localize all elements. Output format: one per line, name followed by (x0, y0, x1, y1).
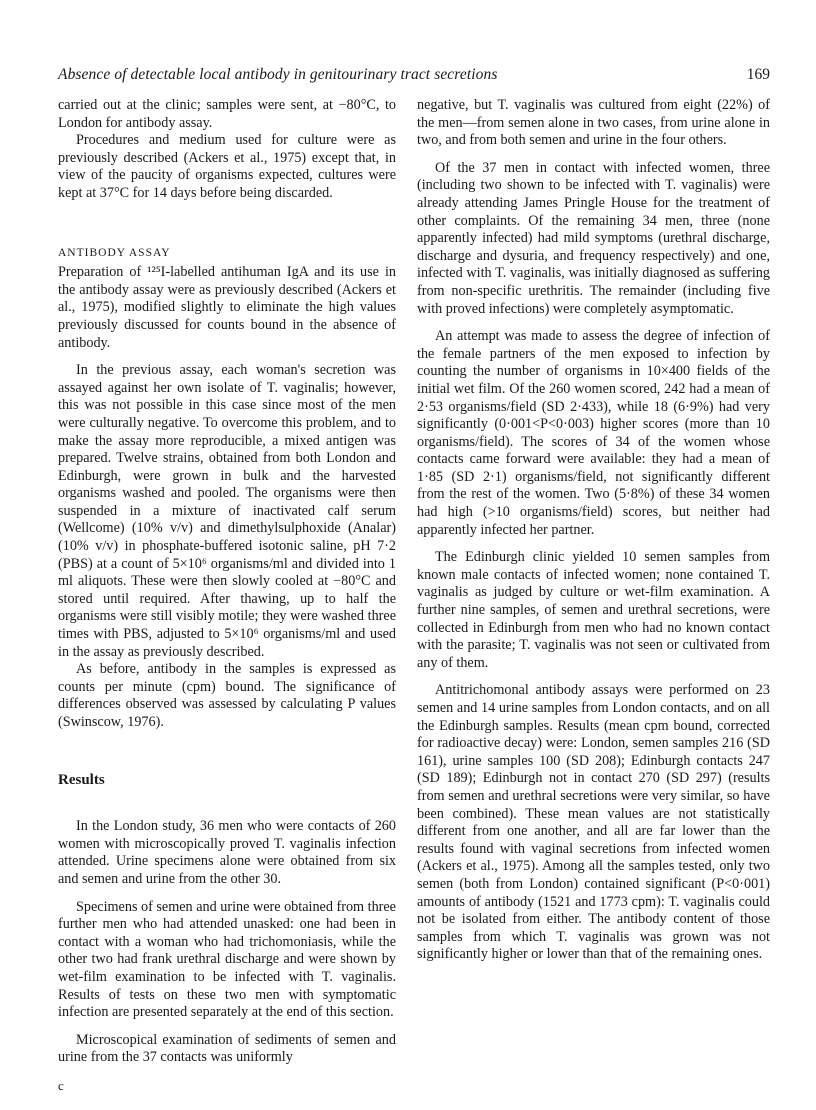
paragraph: Microscopical examination of sediments of semen and urine from the 37 contacts was uniformly (58, 1031, 396, 1066)
paragraph: Procedures and medium used for culture were as previously described (Ackers et al., 1975) except that, in view of the paucity of organisms expected, cultures were kept at 37°C for 14 days before being discarded. (58, 132, 396, 201)
paragraph: negative, but T. vaginalis was cultured from eight (22%) of the men—from semen alone in two cases, from urine alone in two, and from both semen and urine in the four others. (417, 97, 770, 149)
paragraph: carried out at the clinic; samples were sent, at −80°C, to London for antibody assay. (58, 97, 396, 131)
running-title: Absence of detectable local antibody in genitourinary tract secretions (58, 66, 498, 83)
paragraph: Preparation of ¹²⁵I-labelled antihuman IgA and its use in the antibody assay were as previously described (Ackers et al., 1975), modified slightly to eliminate the high values previously discussed for counts bound in the absence of antibody. (58, 264, 396, 351)
paragraph: Specimens of semen and urine were obtained from three further men who had attended unasked: one had been in contact with a woman who had trichomoniasis, while the other two had frank urethral discharge and were shown by wet-film examination to be infected with T. vaginalis. Results of tests on these two men with symptomatic infection are presented separately at the end of this section. (58, 898, 396, 1021)
paragraph: The Edinburgh clinic yielded 10 semen samples from known male contacts of infected women; none contained T. vaginalis as judged by culture or wet-film examination. A further nine samples, of semen and urethral secretions, were collected in Edinburgh from men who had no known contact with the parasite; T. vaginalis was not seen or cultivated from any of them. (417, 549, 770, 671)
paragraph: An attempt was made to assess the degree of infection of the female partners of the men exposed to infection by counting the number of organisms in 10×400 fields of the initial wet film. Of the 260 women scored, 242 had a mean of 2·53 organisms/field (SD 2·433), while 18 (6·9%) had very significantly (0·001<P<0·003) higher scores (more than 10 organisms/field). The scores of 34 of the women whose contacts came forward were available: they had a mean of 1·85 (SD 2·1) organisms/field, not significantly different from the rest of the women. Two (5·8%) of these 34 women had high (>10 organisms/field) scores, but neither had apparently infected her partner. (417, 328, 770, 538)
page-number: 169 (746, 66, 770, 83)
paragraph: Of the 37 men in contact with infected women, three (including two shown to be infected with T. vaginalis) were already attending James Pringle House for the treatment of other complaints. Of the remaining 34 men, three (none apparently infected) had mild symptoms (urethral discharge, discharge and dysuria, and frequency respectively) and one, infected with T. vaginalis, was initially diagnosed as suffering from non-specific urethritis. The remainder (including five with proved infections) were completely asymptomatic. (417, 159, 770, 317)
paragraph: Antitrichomonal antibody assays were performed on 23 semen and 14 urine samples from London contacts, and on all the Edinburgh samples. Results (mean cpm bound, corrected for radioactive decay) were: London, semen samples 216 (SD 161), urine samples 100 (SD 208); Edinburgh contacts 247 (SD 189); Edinburgh not in contact 270 (SD 297) (results from semen and urethral secretions were very similar, so have been combined). These mean values are not statistically different from one another, and all are far lower than the results found with vaginal secretions from infected women (Ackers et al., 1975). Among all the samples tested, only two semen (both from London) contained significant (P<0·001) amounts of antibody (1521 and 1773 cpm): T. vaginalis could not be isolated from either. The antibody content of those samples from which T. vaginalis was grown was not significantly higher or lower than that of the remaining ones. (417, 682, 770, 963)
paragraph: In the London study, 36 men who were contacts of 260 women with microscopically proved T. vaginalis infection attended. Urine specimens alone were obtained from six and semen and urine from the other 30. (58, 818, 396, 887)
right-column (417, 97, 770, 964)
section-heading: Results (58, 771, 105, 788)
left-column (58, 97, 396, 1095)
section-subheading: ANTIBODY ASSAY (58, 246, 171, 259)
paragraph: In the previous assay, each woman's secretion was assayed against her own isolate of T. vaginalis; however, this was not possible in this case since most of the men were culturally negative. To overcome this problem, and to make the assay more reproducible, a mixed antigen was prepared. Twelve strains, obtained from both London and Edinburgh, were grown in bulk and the harvested organisms washed and pooled. The organisms were then suspended in a mixture of inactivated calf serum (Wellcome) (10% v/v) and dimethylsulphoxide (Analar) (10% v/v) in phosphate-buffered isotonic saline, pH 7·2 (PBS) at a count of 5×10⁶ organisms/ml and divided into 1 ml aliquots. These were then slowly cooled at −80°C and stored until required. After thawing, up to half the organisms were still visibly motile; they were washed three times with PBS, adjusted to 5×10⁶ organisms/ml and used in the assay as previously described. (58, 362, 396, 660)
paragraph: As before, antibody in the samples is expressed as counts per minute (cpm) bound. The significance of differences observed was assessed by calculating P values (Swinscow, 1976). (58, 661, 396, 730)
signature-mark: c (58, 1077, 64, 1093)
running-head (58, 66, 770, 88)
